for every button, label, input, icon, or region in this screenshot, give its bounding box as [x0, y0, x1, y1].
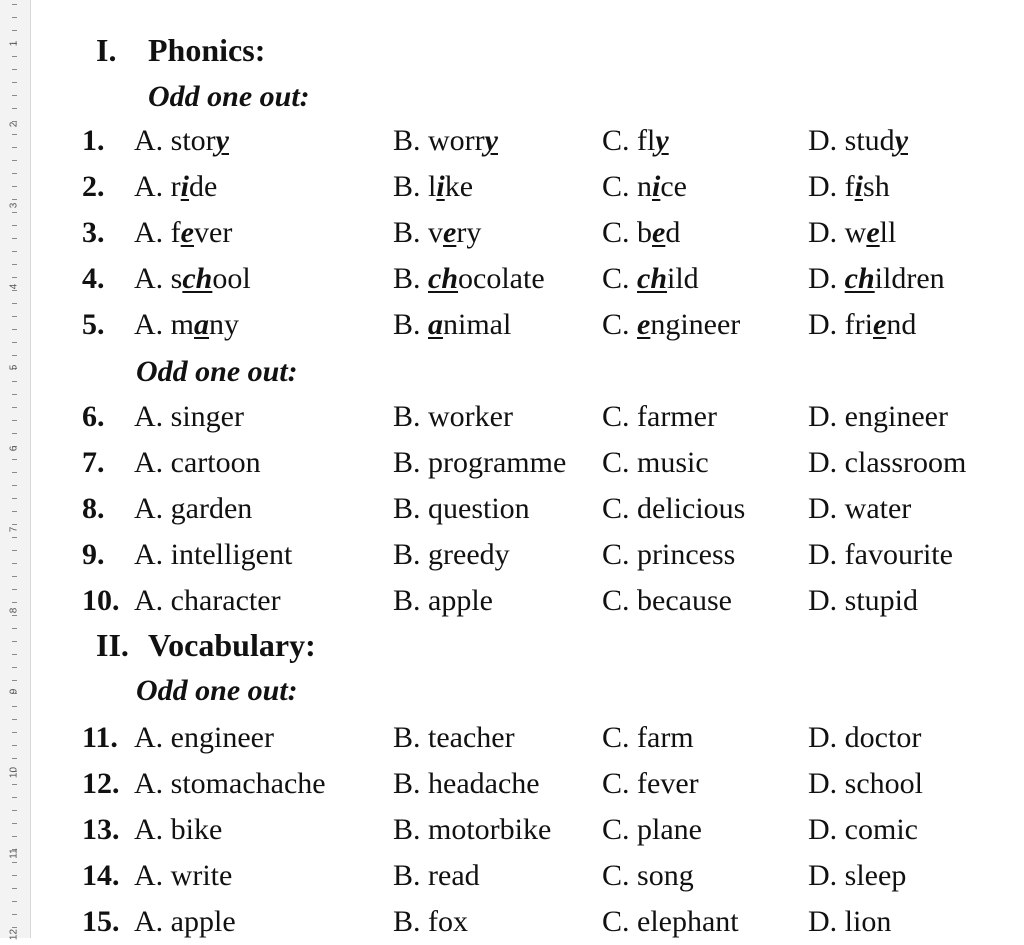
question-row: [0, 578, 1024, 624]
answer-option-b: [393, 715, 515, 761]
option-letter: C.: [602, 813, 638, 846]
answer-option-b: [393, 118, 498, 164]
answer-option-c: [602, 302, 740, 348]
ruler-number: 10: [8, 766, 20, 779]
ruler-number: 5: [8, 364, 20, 371]
option-word-part: n: [637, 170, 653, 203]
option-letter: C.: [602, 859, 638, 892]
option-word-part: fever: [637, 767, 699, 800]
option-highlighted-letters: a: [428, 308, 444, 341]
option-letter: A.: [134, 308, 171, 341]
option-letter: A.: [134, 216, 171, 249]
question-number: 12.: [82, 767, 120, 800]
answer-option-b: [393, 761, 540, 807]
option-word-part: stomachache: [170, 767, 326, 800]
option-letter: A.: [134, 859, 171, 892]
section-title-text: Phonics:: [148, 32, 266, 68]
answer-option-c: [602, 210, 680, 256]
answer-option-c: [602, 899, 739, 945]
answer-option-b: [393, 853, 480, 899]
option-word-part: stupid: [844, 584, 919, 617]
answer-option-d: [808, 532, 953, 578]
option-word-part: worker: [428, 400, 513, 433]
option-highlighted-letters: i: [180, 170, 190, 203]
option-letter: D.: [808, 216, 845, 249]
option-word-part: fl: [637, 124, 656, 157]
option-letter: B.: [393, 538, 429, 571]
option-letter: C.: [602, 216, 638, 249]
question-number: 15.: [82, 905, 120, 938]
option-word-part: programme: [428, 446, 567, 479]
option-word-part: fri: [844, 308, 873, 341]
option-highlighted-letters: e: [652, 216, 666, 249]
option-word-part: ll: [879, 216, 897, 249]
question-row: [0, 302, 1024, 348]
option-word-part: w: [844, 216, 867, 249]
ruler-number: 7: [8, 526, 20, 533]
answer-option-b: [393, 302, 511, 348]
question-row: [0, 164, 1024, 210]
question-number: 14.: [82, 859, 120, 892]
option-letter: C.: [602, 767, 638, 800]
option-word-part: cartoon: [170, 446, 261, 479]
answer-option-d: [808, 394, 948, 440]
answer-option-a: [134, 118, 229, 164]
option-letter: B.: [393, 124, 429, 157]
answer-option-a: [134, 761, 326, 807]
option-highlighted-letters: e: [637, 308, 651, 341]
option-word-part: stor: [170, 124, 216, 157]
question-row: [0, 761, 1024, 807]
answer-option-d: [808, 440, 966, 486]
answer-option-a: [134, 302, 239, 348]
answer-option-a: [134, 440, 261, 486]
ruler-number: 1: [8, 40, 20, 47]
question-row: [0, 532, 1024, 578]
option-word-part: singer: [170, 400, 244, 433]
option-highlighted-letters: i: [854, 170, 864, 203]
option-word-part: lion: [844, 905, 892, 938]
answer-option-d: [808, 118, 908, 164]
option-highlighted-letters: a: [194, 308, 210, 341]
option-letter: A.: [134, 400, 171, 433]
section-heading-phonics: [96, 30, 265, 70]
option-word-part: question: [428, 492, 530, 525]
question-number: 7.: [82, 446, 105, 479]
option-letter: B.: [393, 721, 429, 754]
option-letter: B.: [393, 170, 429, 203]
answer-option-a: [134, 210, 232, 256]
option-letter: B.: [393, 308, 429, 341]
option-word-part: greedy: [428, 538, 510, 571]
option-letter: D.: [808, 813, 845, 846]
option-word-part: farmer: [637, 400, 717, 433]
option-letter: B.: [393, 400, 429, 433]
answer-option-c: [602, 715, 694, 761]
answer-option-a: [134, 256, 251, 302]
option-highlighted-letters: e: [443, 216, 457, 249]
answer-option-b: [393, 164, 473, 210]
ruler-number: 11: [8, 848, 20, 859]
answer-option-b: [393, 210, 481, 256]
option-word-part: motorbike: [428, 813, 552, 846]
option-word-part: v: [428, 216, 444, 249]
option-letter: D.: [808, 721, 845, 754]
option-letter: D.: [808, 767, 845, 800]
ruler-number: 12: [8, 928, 20, 941]
option-word-part: school: [844, 767, 923, 800]
option-highlighted-letters: y: [655, 124, 669, 157]
option-word-part: ke: [444, 170, 474, 203]
option-word-part: water: [844, 492, 912, 525]
option-letter: C.: [602, 492, 638, 525]
option-letter: A.: [134, 767, 171, 800]
option-highlighted-letters: i: [652, 170, 661, 203]
answer-option-d: [808, 715, 921, 761]
answer-option-c: [602, 761, 699, 807]
question-number: 1.: [82, 124, 105, 157]
option-letter: A.: [134, 905, 171, 938]
option-word-part: ildren: [874, 262, 945, 295]
question-row: [0, 486, 1024, 532]
option-word-part: m: [170, 308, 195, 341]
option-letter: B.: [393, 905, 429, 938]
option-letter: C.: [602, 538, 638, 571]
option-word-part: plane: [637, 813, 702, 846]
option-letter: C.: [602, 400, 638, 433]
answer-option-a: [134, 899, 236, 945]
question-number: 10.: [82, 584, 120, 617]
question-row: [0, 715, 1024, 761]
option-highlighted-letters: ch: [428, 262, 459, 295]
option-highlighted-letters: y: [484, 124, 498, 157]
option-letter: B.: [393, 584, 429, 617]
option-word-part: nd: [886, 308, 917, 341]
option-word-part: f: [170, 216, 181, 249]
question-number: 8.: [82, 492, 105, 525]
option-highlighted-letters: e: [873, 308, 887, 341]
answer-option-c: [602, 486, 745, 532]
ruler-number: 8: [8, 607, 20, 614]
answer-option-b: [393, 532, 510, 578]
option-highlighted-letters: e: [180, 216, 194, 249]
option-letter: A.: [134, 813, 171, 846]
option-letter: A.: [134, 446, 171, 479]
option-word-part: engineer: [844, 400, 948, 433]
option-letter: D.: [808, 584, 845, 617]
option-word-part: ild: [667, 262, 699, 295]
answer-option-a: [134, 853, 232, 899]
option-word-part: because: [637, 584, 732, 617]
option-word-part: ool: [212, 262, 251, 295]
option-word-part: s: [170, 262, 183, 295]
answer-option-d: [808, 807, 918, 853]
option-letter: C.: [602, 124, 638, 157]
question-row: [0, 440, 1024, 486]
question-row: [0, 853, 1024, 899]
question-row: [0, 118, 1024, 164]
answer-option-a: [134, 807, 222, 853]
option-word-part: song: [637, 859, 694, 892]
answer-option-b: [393, 899, 468, 945]
ruler-number: 3: [8, 202, 20, 209]
answer-option-a: [134, 394, 244, 440]
option-word-part: headache: [428, 767, 540, 800]
answer-option-c: [602, 807, 702, 853]
question-number: 5.: [82, 308, 105, 341]
option-letter: D.: [808, 538, 845, 571]
option-letter: B.: [393, 492, 429, 525]
option-word-part: ocolate: [458, 262, 545, 295]
section-heading-vocabulary: [96, 625, 316, 665]
option-letter: C.: [602, 170, 638, 203]
section-title-text: Vocabulary:: [148, 627, 316, 663]
option-letter: B.: [393, 446, 429, 479]
option-word-part: comic: [844, 813, 918, 846]
option-word-part: sh: [863, 170, 890, 203]
option-letter: D.: [808, 308, 845, 341]
question-row: [0, 807, 1024, 853]
subheading-odd-one-out: Odd one out:: [148, 80, 310, 113]
option-highlighted-letters: y: [215, 124, 229, 157]
answer-option-d: [808, 486, 911, 532]
option-word-part: character: [170, 584, 281, 617]
option-word-part: music: [637, 446, 709, 479]
option-letter: C.: [602, 905, 638, 938]
option-word-part: teacher: [428, 721, 515, 754]
option-highlighted-letters: ch: [844, 262, 875, 295]
option-letter: D.: [808, 446, 845, 479]
answer-option-d: [808, 256, 945, 302]
option-word-part: ngineer: [650, 308, 741, 341]
option-word-part: bike: [170, 813, 223, 846]
option-word-part: doctor: [844, 721, 922, 754]
answer-option-b: [393, 440, 566, 486]
option-letter: C.: [602, 446, 638, 479]
answer-option-a: [134, 164, 217, 210]
question-row: [0, 394, 1024, 440]
answer-option-c: [602, 394, 717, 440]
option-word-part: ny: [209, 308, 240, 341]
option-word-part: fox: [428, 905, 469, 938]
option-highlighted-letters: ch: [182, 262, 213, 295]
option-letter: D.: [808, 124, 845, 157]
question-number: 13.: [82, 813, 120, 846]
option-word-part: read: [428, 859, 480, 892]
option-word-part: b: [637, 216, 653, 249]
option-letter: A.: [134, 262, 171, 295]
answer-option-c: [602, 256, 699, 302]
answer-option-b: [393, 578, 493, 624]
answer-option-a: [134, 532, 292, 578]
option-letter: B.: [393, 813, 429, 846]
option-letter: D.: [808, 905, 845, 938]
option-word-part: sleep: [844, 859, 907, 892]
question-number: 4.: [82, 262, 105, 295]
option-word-part: f: [844, 170, 855, 203]
option-highlighted-letters: e: [866, 216, 880, 249]
option-letter: D.: [808, 400, 845, 433]
answer-option-c: [602, 578, 732, 624]
option-highlighted-letters: y: [894, 124, 909, 157]
answer-option-b: [393, 807, 551, 853]
option-letter: A.: [134, 538, 171, 571]
option-word-part: worr: [428, 124, 485, 157]
answer-option-c: [602, 532, 735, 578]
option-letter: B.: [393, 262, 429, 295]
option-letter: C.: [602, 584, 638, 617]
section-roman-numeral: II.: [96, 627, 129, 663]
answer-option-d: [808, 302, 916, 348]
option-word-part: write: [170, 859, 233, 892]
option-letter: B.: [393, 216, 429, 249]
option-word-part: garden: [170, 492, 253, 525]
answer-option-b: [393, 486, 530, 532]
answer-option-c: [602, 164, 687, 210]
option-word-part: intelligent: [170, 538, 293, 571]
answer-option-a: [134, 486, 252, 532]
ruler-number: 2: [8, 121, 20, 128]
section-roman-numeral: I.: [96, 32, 117, 68]
option-word-part: ry: [456, 216, 482, 249]
answer-option-b: [393, 256, 545, 302]
option-word-part: engineer: [170, 721, 274, 754]
option-highlighted-letters: ch: [637, 262, 668, 295]
ruler-number: 9: [8, 688, 20, 695]
option-letter: D.: [808, 262, 845, 295]
ruler-number: 4: [8, 283, 20, 290]
option-letter: A.: [134, 721, 171, 754]
answer-option-d: [808, 210, 896, 256]
answer-option-a: [134, 715, 274, 761]
question-row: [0, 256, 1024, 302]
option-word-part: r: [170, 170, 181, 203]
question-number: 3.: [82, 216, 105, 249]
option-word-part: princess: [637, 538, 736, 571]
option-letter: C.: [602, 262, 638, 295]
answer-option-d: [808, 578, 918, 624]
option-word-part: delicious: [637, 492, 746, 525]
ruler-number: 6: [8, 445, 20, 452]
option-letter: A.: [134, 170, 171, 203]
option-highlighted-letters: i: [436, 170, 445, 203]
question-number: 6.: [82, 400, 105, 433]
question-number: 9.: [82, 538, 105, 571]
option-word-part: classroom: [844, 446, 967, 479]
option-word-part: farm: [637, 721, 694, 754]
subheading-odd-one-out: Odd one out:: [136, 674, 298, 707]
answer-option-d: [808, 853, 906, 899]
option-word-part: l: [428, 170, 437, 203]
option-word-part: ver: [194, 216, 233, 249]
option-letter: D.: [808, 859, 845, 892]
question-row: [0, 210, 1024, 256]
subheading-odd-one-out: Odd one out:: [136, 355, 298, 388]
option-letter: D.: [808, 170, 845, 203]
answer-option-c: [602, 853, 694, 899]
option-letter: A.: [134, 584, 171, 617]
option-word-part: d: [665, 216, 681, 249]
option-letter: B.: [393, 859, 429, 892]
option-word-part: de: [189, 170, 218, 203]
option-letter: A.: [134, 492, 171, 525]
answer-option-d: [808, 899, 891, 945]
option-word-part: ce: [660, 170, 687, 203]
option-letter: D.: [808, 492, 845, 525]
answer-option-d: [808, 164, 890, 210]
answer-option-c: [602, 440, 709, 486]
option-word-part: elephant: [637, 905, 739, 938]
option-letter: C.: [602, 721, 638, 754]
answer-option-b: [393, 394, 513, 440]
option-letter: A.: [134, 124, 171, 157]
option-word-part: nimal: [443, 308, 512, 341]
answer-option-a: [134, 578, 281, 624]
answer-option-d: [808, 761, 923, 807]
option-word-part: favourite: [844, 538, 953, 571]
option-letter: C.: [602, 308, 638, 341]
option-word-part: apple: [428, 584, 493, 617]
question-number: 2.: [82, 170, 105, 203]
option-word-part: stud: [844, 124, 895, 157]
option-letter: B.: [393, 767, 429, 800]
option-word-part: apple: [170, 905, 236, 938]
answer-option-c: [602, 118, 669, 164]
question-number: 11.: [82, 721, 118, 754]
question-row: [0, 899, 1024, 945]
